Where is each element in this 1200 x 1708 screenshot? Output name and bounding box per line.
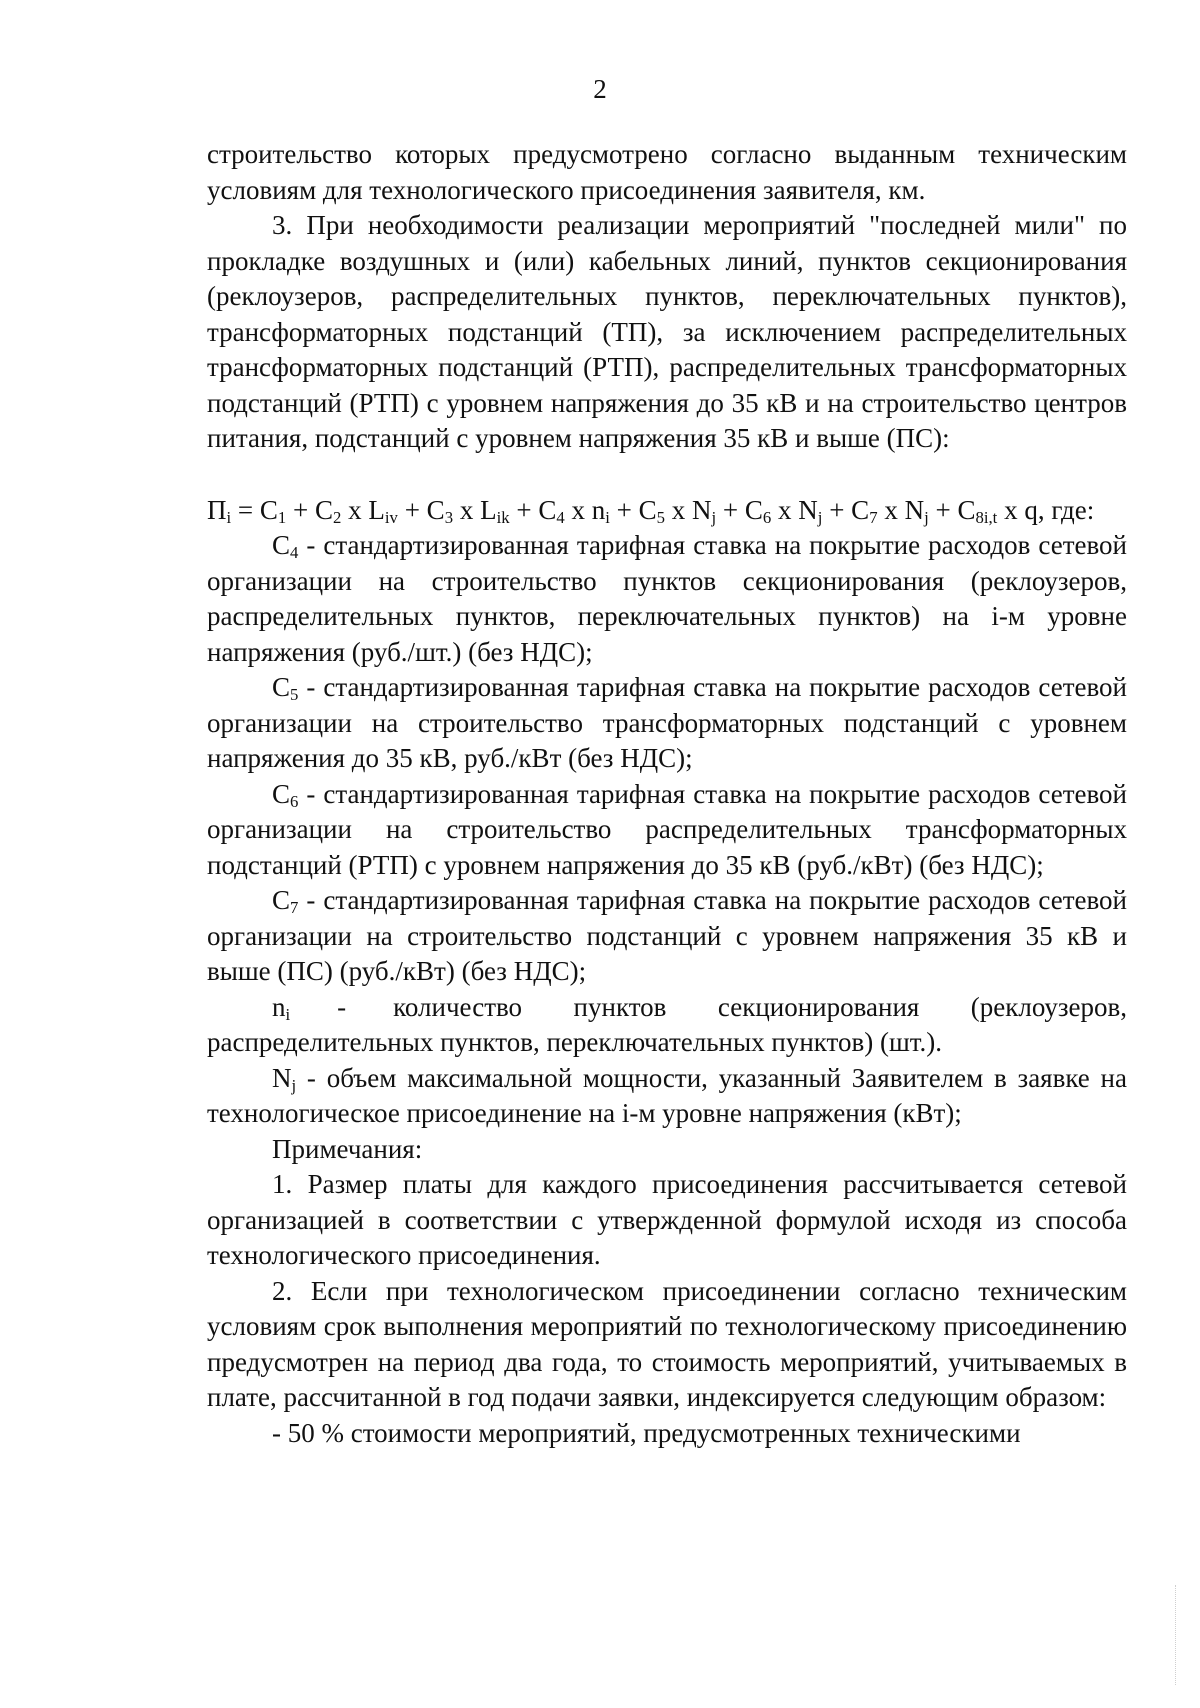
paragraph-continuation: строительство которых предусмотрено согласно выданным техническим условиям для технологического присоединения заявителя, км. <box>207 139 1127 205</box>
definition-c4: $C_4$ - стандартизированная тарифная ставка на покрытие расходов сетевой организации на строительство пунктов секционирования (реклоузеров, распределительных пунктов, переключательных пунктов) на i-м уровне напряжения (руб./шт.) (без НДС); <box>207 530 1127 667</box>
definition-nj: $N_j$ - объем максимальной мощности, указанный Заявителем в заявке на технологическое присоединение на i-м уровне напряжения (кВт); <box>207 1062 1127 1128</box>
paragraph-item-3: 3. При необходимости реализации мероприятий "последней мили" по прокладке воздушных и (или) кабельных линий, пунктов секционирования (реклоузеров, распределительных пунктов, переключательных пунктов), трансформаторных подстанций (ТП), за исключением распределительных трансформаторных подстанций (РТП), распределительных трансформаторных подстанций (РТП) с уровнем напряжения до 35 кВ и на строительство центров питания, подстанций с уровнем напряжения 35 кВ и выше (ПС): <box>207 210 1127 453</box>
formula: $П_i = C_1 + C_2$ x $L_{iv} + C_3$ x $L_{ik} + C_4$ x $n_i + C_5$ x $N_j + C_6$ x $N_j + C_7$ x $N_j + C_{8i,t}$ x q, где: <box>207 494 1095 527</box>
note-1: 1. Размер платы для каждого присоединения рассчитывается сетевой организацией в соответствии с утвержденной формулой исходя из способа технологического присоединения. <box>207 1169 1127 1270</box>
page-number: 2 <box>593 74 607 104</box>
definition-ni: $n_i$ - количество пунктов секционирования (реклоузеров, распределительных пунктов, переключательных пунктов) (шт.). <box>207 991 1127 1057</box>
note-2-list-item: - 50 % стоимости мероприятий, предусмотренных техническими <box>272 1417 1021 1448</box>
scan-edge-mark <box>1175 1585 1177 1685</box>
notes-heading: Примечания: <box>272 1133 423 1164</box>
note-2: 2. Если при технологическом присоединении согласно техническим условиям срок выполнения мероприятий по технологическому присоединению предусмотрен на период два года, то стоимость мероприятий, учитываемых в плате, рассчитанной в год подачи заявки, индексируется следующим образом: <box>207 1275 1127 1412</box>
definition-c5: $C_5$ - стандартизированная тарифная ставка на покрытие расходов сетевой организации на строительство трансформаторных подстанций с уровнем напряжения до 35 кВ, руб./кВт (без НДС); <box>207 672 1127 773</box>
definition-c6: $C_6$ - стандартизированная тарифная ставка на покрытие расходов сетевой организации на строительство распределительных трансформаторных подстанций (РТП) с уровнем напряжения до 35 кВ (руб./кВт) (без НДС); <box>207 778 1127 880</box>
definition-c7: $C_7$ - стандартизированная тарифная ставка на покрытие расходов сетевой организации на строительство подстанций с уровнем напряжения 35 кВ и выше (ПС) (руб./кВт) (без НДС); <box>207 885 1127 986</box>
page-body <box>207 137 1127 1451</box>
